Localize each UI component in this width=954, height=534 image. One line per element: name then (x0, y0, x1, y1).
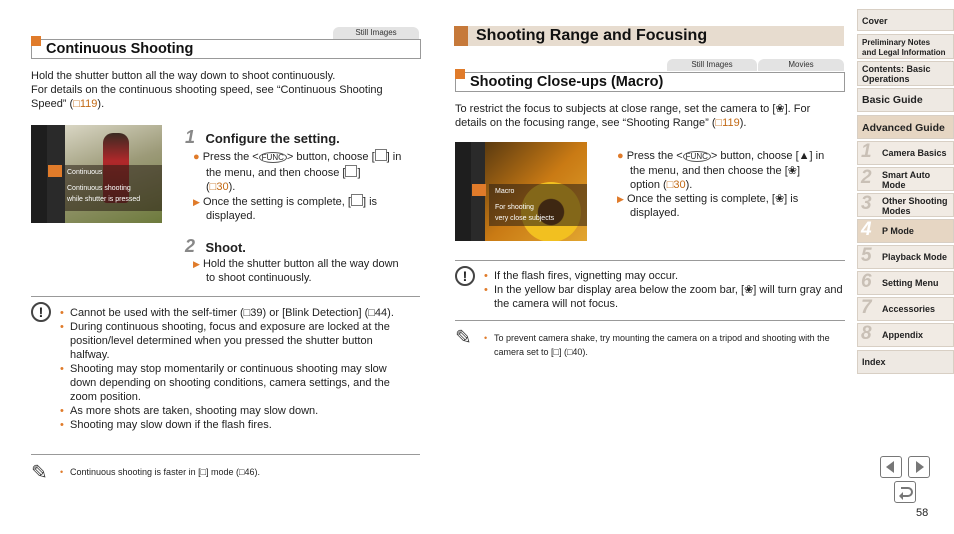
sidebar-basic-guide[interactable]: Basic Guide (857, 88, 954, 112)
step-1-text: ● Press the < FUNC > button, choose [ ] in the menu, and then choose [ ] (□30). ▶ Once the setting is complete, [ ] is displayed. (193, 151, 402, 222)
right-intro: To restrict the focus to subjects at close range, set the camera to [❀]. For details on the focusing range, see “Shooting Range” (□119). (455, 103, 811, 129)
pencil-icon-right: ✎ (455, 327, 472, 349)
arrow-left-icon (881, 457, 901, 477)
sidebar-chapter-5[interactable]: 5 Playback Mode (857, 245, 954, 269)
macro-step-text: ● Press the < FUNC > button, choose [▲] in the menu, and then choose the [❀] option (□30). ▶ Once the setting is complete, [❀] is displayed. (617, 150, 825, 219)
sidebar-chapter-7[interactable]: 7 Accessories (857, 297, 954, 321)
still-images-tab-right: Still Images (667, 59, 757, 71)
sidebar-contents[interactable]: Contents: Basic Operations (857, 61, 954, 86)
camera-screen-continuous: Continuous Continuous shooting while shutter is pressed (31, 125, 162, 223)
page-ref-link[interactable]: □119 (73, 98, 98, 110)
sidebar-advanced-guide[interactable]: Advanced Guide (857, 115, 954, 139)
caution-list-right: • If the flash fires, vignetting may occur. • In the yellow bar display area below the zoom bar, [❀] will turn gray and the camera will not focus. (484, 269, 844, 311)
sidebar-cover[interactable]: Cover (857, 9, 954, 31)
caution-icon: ! (31, 302, 51, 322)
sidebar-chapter-6[interactable]: 6 Setting Menu (857, 271, 954, 295)
camera-screen-macro: Macro For shooting very close subjects (455, 142, 587, 241)
next-page-button[interactable] (908, 456, 930, 478)
sidebar-chapter-2[interactable]: 2 Smart Auto Mode (857, 167, 954, 191)
step-1: 1 Configure the setting. (185, 127, 340, 147)
arrow-right-icon (909, 457, 929, 477)
prev-page-button[interactable] (880, 456, 902, 478)
memo-left: • Continuous shooting is faster in [□] mode (□46). (60, 465, 415, 479)
step-2-text: ▶ Hold the shutter button all the way down to shoot continuously. (193, 258, 399, 284)
still-images-tab: Still Images (333, 27, 419, 39)
sidebar-chapter-3[interactable]: 3 Other Shooting Modes (857, 193, 954, 217)
sidebar-chapter-8[interactable]: 8 Appendix (857, 323, 954, 347)
caution-icon-right: ! (455, 266, 475, 286)
return-button[interactable] (894, 481, 916, 503)
memo-right: • To prevent camera shake, try mounting the camera on a tripod and shooting with the camera set to [□] (□40). (484, 331, 844, 359)
macro-heading: Shooting Close-ups (Macro) (455, 72, 845, 92)
movies-tab: Movies (758, 59, 844, 71)
sidebar-index[interactable]: Index (857, 350, 954, 374)
step-2: 2 Shoot. (185, 236, 246, 256)
page-number: 58 (916, 507, 929, 519)
pencil-icon: ✎ (31, 462, 48, 484)
continuous-shooting-heading: Continuous Shooting (31, 39, 421, 59)
sidebar-chapter-4[interactable]: 4 P Mode (857, 219, 954, 243)
section-heading: Shooting Range and Focusing (454, 26, 844, 46)
return-icon (895, 482, 915, 502)
sidebar-prelim[interactable]: Preliminary Notes and Legal Information (857, 34, 954, 59)
left-intro: Hold the shutter button all the way down to shoot continuously. For details on the continuous shooting speed, see “Continuous Shooting Speed” (□119). (31, 70, 383, 110)
sidebar-chapter-1[interactable]: 1 Camera Basics (857, 141, 954, 165)
caution-list-left: • Cannot be used with the self-timer (□39) or [Blink Detection] (□44). • During continuous shooting, focus and exposure are locked at the position/level determined when you pressed the shutter button halfway. • Shooting may stop momentarily or continuous shooting may slow down depending on shooting conditions, camera settings, and the zoom position. • As more shots are taken, shooting may slow down. • Shooting may slow down if the flash fires. (60, 306, 415, 432)
